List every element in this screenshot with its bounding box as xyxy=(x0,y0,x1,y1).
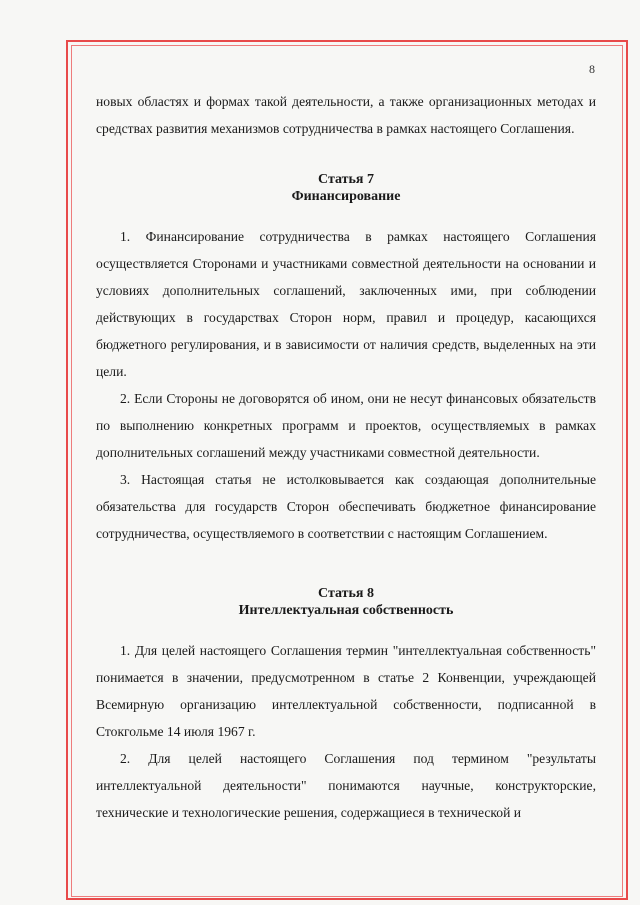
article-8-paragraph-2: 2. Для целей настоящего Соглашения под термином "результаты интеллектуальной деятельности" понимаются научные, конструкторские, технические и технологические решения, содержащиеся в технической и xyxy=(96,751,596,820)
article-7-paragraph-1: 1. Финансирование сотрудничества в рамках настоящего Соглашения осуществляется Сторонами и участниками совместной деятельности на основании и условиях дополнительных соглашений, заключенных ими, при соблюдении действующих в государствах Сторон норм, правил и процедур, касающихся бюджетного регулирования, и в зависимости от наличия средств, выделенных на эти цели. xyxy=(96,229,596,379)
article-7-paragraph-3: 3. Настоящая статья не истолковывается как создающая дополнительные обязательства для государств Сторон обеспечивать бюджетное финансирование сотрудничества, осуществляемого в соответствии с настоящим Соглашением. xyxy=(96,472,596,541)
document-body xyxy=(96,88,596,826)
article-7-title: Финансирование xyxy=(291,189,401,204)
article-7 xyxy=(96,171,596,547)
article-7-number: Статья 7 xyxy=(318,172,374,187)
article-8 xyxy=(96,585,596,826)
page-number: 8 xyxy=(589,62,595,76)
article-8-paragraph-1: 1. Для целей настоящего Соглашения термин "интеллектуальная собственность" понимается в значении, предусмотренном в статье 2 Конвенции, учреждающей Всемирную организацию интеллектуальной собственности, подписанной в Стокгольме 14 июля 1967 г. xyxy=(96,643,596,739)
article-8-number: Статья 8 xyxy=(318,586,374,601)
article-7-paragraph-2: 2. Если Стороны не договорятся об ином, они не несут финансовых обязательств по выполнению конкретных программ и проектов, осуществляемых в рамках дополнительных соглашений между участниками совместной деятельности. xyxy=(96,391,596,460)
continuation-paragraph: новых областях и формах такой деятельности, а также организационных методах и средствах развития механизмов сотрудничества в рамках настоящего Соглашения. xyxy=(96,94,596,136)
article-8-title: Интеллектуальная собственность xyxy=(238,603,454,618)
